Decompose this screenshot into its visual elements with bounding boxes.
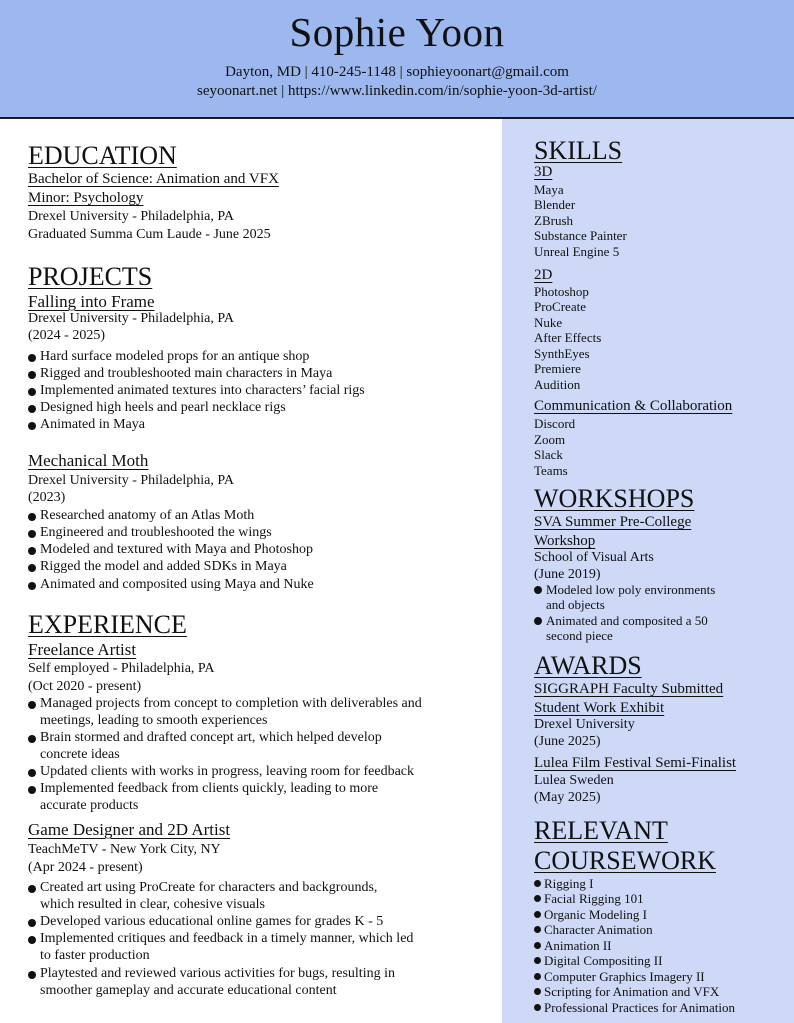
skill-item: Teams [534,463,568,478]
education-minor: Minor: Psychology [28,190,144,206]
project-title: Falling into Frame [28,292,155,311]
skill-group-title: Communication & Collaboration [534,398,733,414]
award-dates: (May 2025) [534,790,601,805]
skill-item: After Effects [534,330,602,345]
project-title: Mechanical Moth [28,451,149,470]
skill-item: Audition [534,377,581,392]
job-dates: (Oct 2020 - present) [28,679,142,694]
skill-item: Blender [534,197,576,212]
skill-item: Photoshop [534,284,589,299]
coursework-heading-line-1: RELEVANT [534,816,668,845]
job-title: Freelance Artist [28,640,137,659]
award-dates: (June 2025) [534,734,601,749]
education-degree: Bachelor of Science: Animation and VFX [28,171,279,187]
workshop-place: School of Visual Arts [534,550,654,565]
skill-group-title: 3D [534,164,553,180]
skill-item: ZBrush [534,213,573,228]
contact-line-1: Dayton, MD | 410-245-1148 | sophieyoonart@gmail.com [225,64,569,80]
projects-heading: PROJECTS [28,262,153,291]
skill-item: Slack [534,447,563,462]
workshop-title-line-1: SVA Summer Pre-College [534,514,692,530]
skill-item: Discord [534,416,576,431]
skills-heading: SKILLS [534,136,623,165]
skill-item: Nuke [534,315,563,330]
award-place: Lulea Sweden [534,773,614,788]
resume-header [0,0,794,119]
award-place: Drexel University [534,717,635,732]
applicant-name: Sophie Yoon [289,9,505,55]
skill-item: SynthEyes [534,346,590,361]
skill-item: ProCreate [534,299,586,314]
awards-heading: AWARDS [534,651,642,680]
project-dates: (2023) [28,490,66,505]
skill-item: Unreal Engine 5 [534,244,620,259]
education-graduated: Graduated Summa Cum Laude - June 2025 [28,227,271,242]
skill-item: Maya [534,182,564,197]
education-school: Drexel University - Philadelphia, PA [28,209,234,224]
award-title-line-1: SIGGRAPH Faculty Submitted [534,681,724,697]
project-dates: (2024 - 2025) [28,328,105,343]
job-place: TeachMeTV - New York City, NY [28,842,221,857]
skill-item: Zoom [534,432,566,447]
award-title-line-1: Lulea Film Festival Semi-Finalist [534,755,737,771]
contact-line-2: seyoonart.net | https://www.linkedin.com/in/sophie-yoon-3d-artist/ [197,83,597,99]
project-place: Drexel University - Philadelphia, PA [28,473,234,488]
workshop-title-line-2: Workshop [534,533,596,549]
education-heading: EDUCATION [28,141,177,170]
project-place: Drexel University - Philadelphia, PA [28,311,234,326]
workshop-dates: (June 2019) [534,567,601,582]
job-title: Game Designer and 2D Artist [28,820,231,839]
award-title-line-2: Student Work Exhibit [534,700,665,716]
skill-group-title: 2D [534,267,553,283]
job-dates: (Apr 2024 - present) [28,860,143,875]
job-place: Self employed - Philadelphia, PA [28,661,215,676]
coursework-heading-line-2: COURSEWORK [534,846,717,875]
experience-heading: EXPERIENCE [28,610,187,639]
skill-item: Substance Painter [534,228,627,243]
workshops-heading: WORKSHOPS [534,484,695,513]
skill-item: Premiere [534,361,581,376]
